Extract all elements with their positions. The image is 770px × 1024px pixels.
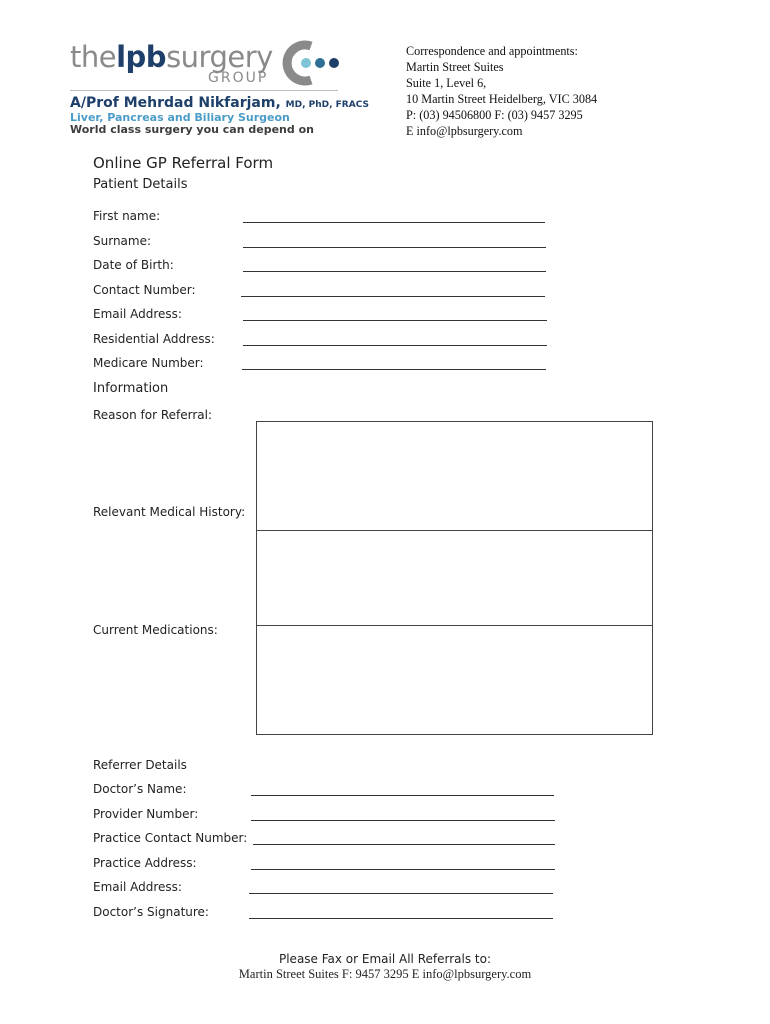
form-title: Online GP Referral Form — [93, 154, 274, 172]
contact-number-field[interactable] — [241, 296, 545, 297]
surname-field[interactable] — [243, 247, 546, 248]
contact-number-label: Contact Number: — [93, 283, 196, 297]
medicare-number-label: Medicare Number: — [93, 356, 204, 370]
medical-history-textarea[interactable] — [256, 530, 653, 626]
referrer-email-label: Email Address: — [93, 880, 182, 894]
date-of-birth-field[interactable] — [243, 271, 546, 272]
surname-label: Surname: — [93, 234, 152, 248]
contact-phone: P: (03) 94506800 F: (03) 9457 3295 — [406, 108, 583, 122]
referrer-email-field[interactable] — [249, 893, 553, 894]
practice-contact-number-field[interactable] — [253, 844, 555, 845]
doctors-name-label: Doctor’s Name: — [93, 782, 187, 796]
first-name-label: First name: — [93, 209, 161, 223]
email-address-label: Email Address: — [93, 307, 182, 321]
referrer-details-heading: Referrer Details — [93, 758, 187, 772]
doctors-signature-label: Doctor’s Signature: — [93, 905, 209, 919]
logo-divider — [70, 90, 338, 91]
practice-contact-number-label: Practice Contact Number: — [93, 831, 248, 845]
contact-block — [406, 43, 597, 139]
contact-line: Suite 1, Level 6, — [406, 76, 487, 90]
logo-mark-icon — [275, 40, 345, 86]
surgeon-specialty: Liver, Pancreas and Biliary Surgeon — [70, 111, 290, 124]
email-address-field[interactable] — [243, 320, 547, 321]
provider-number-label: Provider Number: — [93, 807, 199, 821]
reason-for-referral-label: Reason for Referral: — [93, 408, 213, 422]
residential-address-field[interactable] — [243, 345, 547, 346]
footer-contact: Martin Street Suites F: 9457 3295 E info@lpbsurgery.com — [238, 967, 532, 981]
contact-line: 10 Martin Street Heidelberg, VIC 3084 — [406, 92, 598, 106]
medicare-number-field[interactable] — [242, 369, 546, 370]
footer-instruction: Please Fax or Email All Referrals to: — [278, 952, 491, 966]
patient-details-heading: Patient Details — [93, 177, 188, 192]
logo-wordmark: thelpbsurgery — [70, 40, 273, 74]
contact-email: E info@lpbsurgery.com — [406, 124, 523, 138]
practice-address-label: Practice Address: — [93, 856, 197, 870]
tagline: World class surgery you can depend on — [70, 123, 314, 136]
contact-line: Martin Street Suites — [406, 60, 504, 74]
doctors-signature-field[interactable] — [249, 918, 553, 919]
surgeon-name: A/Prof Mehrdad Nikfarjam, MD, PhD, FRACS — [70, 95, 369, 111]
practice-address-field[interactable] — [251, 869, 555, 870]
date-of-birth-label: Date of Birth: — [93, 258, 174, 272]
information-heading: Information — [93, 381, 169, 396]
current-medications-textarea[interactable] — [256, 625, 653, 735]
surgeon-qualifications: MD, PhD, FRACS — [285, 100, 369, 110]
current-medications-label: Current Medications: — [93, 623, 218, 637]
provider-number-field[interactable] — [251, 820, 555, 821]
residential-address-label: Residential Address: — [93, 332, 215, 346]
logo-group-text: GROUP — [208, 70, 269, 86]
reason-for-referral-textarea[interactable] — [256, 421, 653, 531]
first-name-field[interactable] — [243, 222, 545, 223]
contact-heading: Correspondence and appointments: — [406, 44, 578, 58]
medical-history-label: Relevant Medical History: — [93, 505, 246, 519]
doctors-name-field[interactable] — [251, 795, 554, 796]
